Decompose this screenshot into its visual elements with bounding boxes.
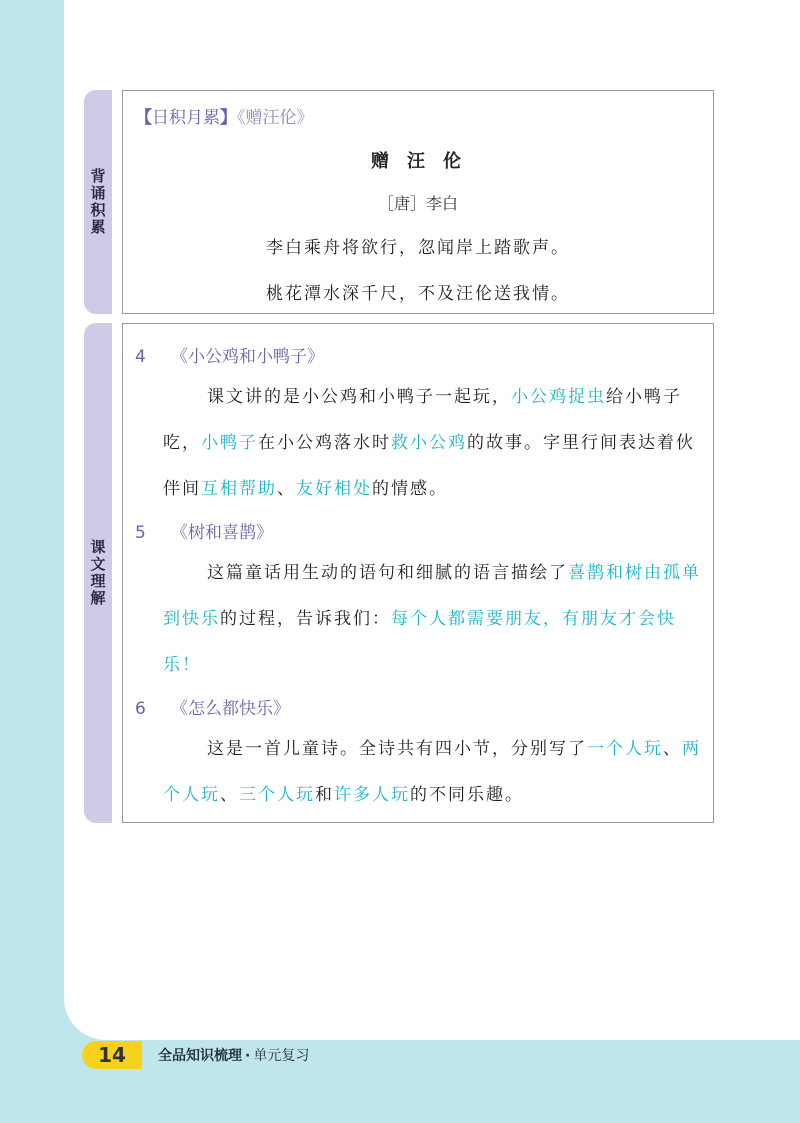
poem-author: ［唐］李白: [377, 194, 458, 213]
footer-unit: 单元复习: [253, 1048, 310, 1064]
text-run: 的不同乐趣。: [410, 785, 524, 805]
page-number-badge: 14: [82, 1041, 142, 1069]
poem-title: 赠汪伦: [371, 151, 479, 172]
section-number: 6: [135, 699, 146, 719]
lesson-box: [122, 323, 714, 823]
text-run: 给小鸭子吃，: [163, 387, 682, 453]
section-name: 《树和喜鹊》: [171, 523, 273, 543]
text-run: 这是一首儿童诗。全诗共有四小节，分别写了: [207, 739, 587, 759]
text-run: 、: [663, 739, 682, 759]
tab-recite: [84, 90, 112, 314]
tab-understand-label: 课文理解: [88, 539, 107, 607]
text-run: 和: [315, 785, 334, 805]
tab-recite-label: 背诵积累: [88, 168, 107, 236]
poem-book-title: 《赠汪伦》: [237, 108, 314, 128]
poem-line-1: 李白乘舟将欲行，忽闻岸上踏歌声。: [266, 238, 570, 258]
text-run: 的情感。: [372, 479, 448, 499]
bracket-open: 【: [135, 108, 152, 128]
highlight-text: 互相帮助: [201, 479, 277, 499]
tab-understand: [84, 323, 112, 823]
highlight-text: 每个人都需要朋友，有朋友才会快乐！: [163, 609, 676, 675]
section-5-text: [163, 550, 711, 688]
text-run: 这篇童话用生动的语句和细腻的语言描绘了: [207, 563, 568, 583]
section-number: 5: [135, 523, 146, 543]
highlight-text: 友好相处: [296, 479, 372, 499]
section-number: 4: [135, 347, 146, 367]
footer-separator: ·: [245, 1048, 251, 1064]
poem-heading: [135, 103, 314, 128]
highlight-text: 两个人玩: [163, 739, 701, 805]
poem-line-2: 桃花潭水深千尺，不及汪伦送我情。: [266, 284, 570, 304]
section-name: 《小公鸡和小鸭子》: [171, 347, 324, 367]
highlight-text: 三个人玩: [239, 785, 315, 805]
highlight-text: 小公鸡捉虫: [511, 387, 606, 407]
highlight-text: 喜鹊和树由孤单到快乐: [163, 563, 701, 629]
highlight-text: 救小公鸡: [391, 433, 467, 453]
section-name: 《怎么都快乐》: [171, 699, 290, 719]
text-run: 的过程，告诉我们：: [220, 609, 391, 629]
text-run: 、: [220, 785, 239, 805]
highlight-text: 小鸭子: [201, 433, 258, 453]
text-run: 的故事。字里行间表达着伙伴间: [163, 433, 695, 499]
text-run: 课文讲的是小公鸡和小鸭子一起玩，: [207, 387, 511, 407]
section-6-title: [135, 694, 290, 719]
section-4-title: [135, 342, 324, 367]
text-run: 、: [277, 479, 296, 499]
poem-box: [122, 90, 714, 314]
text-run: 在小公鸡落水时: [258, 433, 391, 453]
section-4-text: [163, 374, 711, 512]
section-5-title: [135, 518, 273, 543]
section-6-text: [163, 726, 711, 818]
poem-tag: 日积月累: [152, 108, 220, 128]
highlight-text: 许多人玩: [334, 785, 410, 805]
footer-title: [158, 1045, 309, 1065]
highlight-text: 一个人玩: [587, 739, 663, 759]
footer-brand: 全品知识梳理: [158, 1048, 242, 1064]
bracket-close: 】: [220, 108, 237, 128]
